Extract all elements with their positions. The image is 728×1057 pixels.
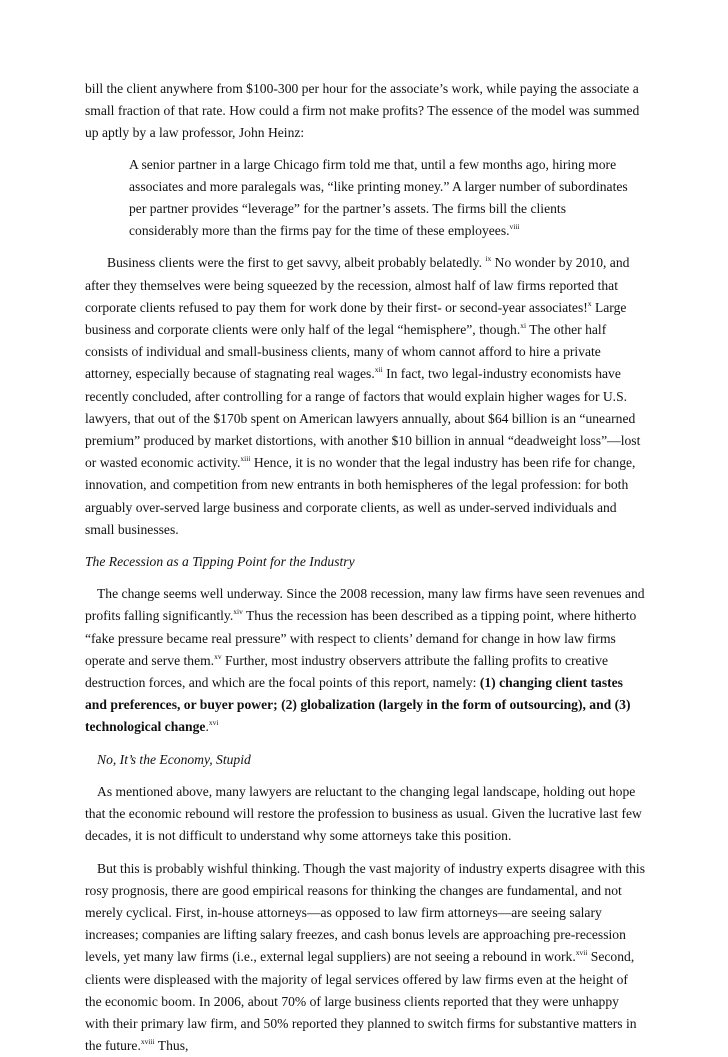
text-run: Thus, (155, 1038, 189, 1053)
paragraph-mentioned-above: As mentioned above, many lawyers are reluctant to the changing legal landscape, holding out hope that the economic rebound will restore the profession to business as usual. Given the lucrative last few decades, it is not difficult to understand why some attorneys take this position. (85, 781, 645, 848)
bold-forces-list: (1) changing client tastes and preferences, or buyer power; (2) globalization (largely in the form of outsourcing), and (3) technological change (85, 675, 630, 734)
endnote-marker: x (588, 299, 592, 308)
endnote-marker: xiv (233, 607, 243, 616)
paragraph-change (85, 583, 645, 738)
paragraph-business-clients (85, 252, 645, 541)
section-heading-recession: The Recession as a Tipping Point for the Industry (85, 551, 645, 573)
endnote-marker: xii (375, 365, 383, 374)
text-run: Thus the recession has been described as a tipping point, where hitherto “fake pressure became real pressure” with respect to clients’ demand for change in how law firms operate and serve them. (85, 608, 636, 667)
paragraph-wishful-thinking (85, 858, 645, 1057)
endnote-marker: ix (485, 254, 491, 263)
text-run: The change seems well underway. Since the 2008 recession, many law firms have seen revenues and profits falling significantly. (85, 586, 645, 623)
text-run: . (205, 719, 208, 734)
text-run: The other half consists of individual and small-business clients, many of whom cannot afford to hire a private attorney, especially because of stagnating real wages. (85, 322, 606, 381)
paragraph-intro: bill the client anywhere from $100-300 per hour for the associate’s work, while paying the associate a small fraction of that rate. How could a firm not make profits? The essence of the model was summed up aptly by a law professor, John Heinz: (85, 78, 645, 145)
text-run: Second, clients were displeased with the majority of legal services offered by law firms even at the height of the economic boom. In 2006, about 70% of large business clients reported that they were unhappy with their primary law firm, and 50% reported they planned to switch firms for substantive matters in the future. (85, 949, 637, 1053)
endnote-marker: xviii (141, 1037, 155, 1046)
endnote-marker: xvi (209, 718, 219, 727)
section-heading-economy: No, It’s the Economy, Stupid (85, 749, 645, 771)
endnote-marker: xiii (240, 454, 250, 463)
text-run: Hence, it is no wonder that the legal industry has been rife for change, innovation, and competition from new entrants in both hemispheres of the legal profession: for both arguably over-served large business and corporate clients, as well as under-served individuals and small businesses. (85, 455, 635, 537)
text-run: Further, most industry observers attribute the falling profits to creative destruction forces, and which are the focal points of this report, namely: (85, 653, 608, 690)
text-run: Large business and corporate clients were only half of the legal “hemisphere”, though. (85, 300, 626, 337)
text-run: In fact, two legal-industry economists have recently concluded, after controlling for a range of factors that would explain higher wages for U.S. lawyers, that out of the $170b spent on American lawyers annually, about $64 billion is an “unearned premium” produced by market distortions, with another $10 billion in annual “deadweight loss”—lost or wasted economic activity. (85, 366, 640, 470)
text-run: Business clients were the first to get savvy, albeit probably belatedly. (107, 255, 485, 270)
endnote-marker: xvii (576, 948, 588, 957)
text-run: But this is probably wishful thinking. Though the vast majority of industry experts disagree with this rosy prognosis, there are good empirical reasons for thinking the changes are fundamental, and not merely cyclical. First, in-house attorneys—as opposed to law firm attorneys—are seeing salary increases; companies are lifting salary freezes, and cash bonus levels are approaching pre-recession levels, yet many law firms (i.e., external legal suppliers) are not seeing a rebound in work. (85, 861, 645, 965)
endnote-marker: viii (510, 222, 520, 231)
endnote-marker: xi (520, 321, 526, 330)
block-quote (85, 154, 645, 243)
quote-text: A senior partner in a large Chicago firm told me that, until a few months ago, hiring more associates and more paralegals was, “like printing money.” A larger number of subordinates per partner provides “leverage” for the partner’s assets. The firms bill the clients considerably more than the firms pay for the time of these employees. (129, 157, 628, 239)
document-page (85, 78, 645, 1057)
endnote-marker: xv (214, 652, 222, 661)
text-run: No wonder by 2010, and after they themselves were being squeezed by the recession, almost half of law firms reported that corporate clients refused to pay them for work done by their first- or second-year associates! (85, 255, 629, 314)
